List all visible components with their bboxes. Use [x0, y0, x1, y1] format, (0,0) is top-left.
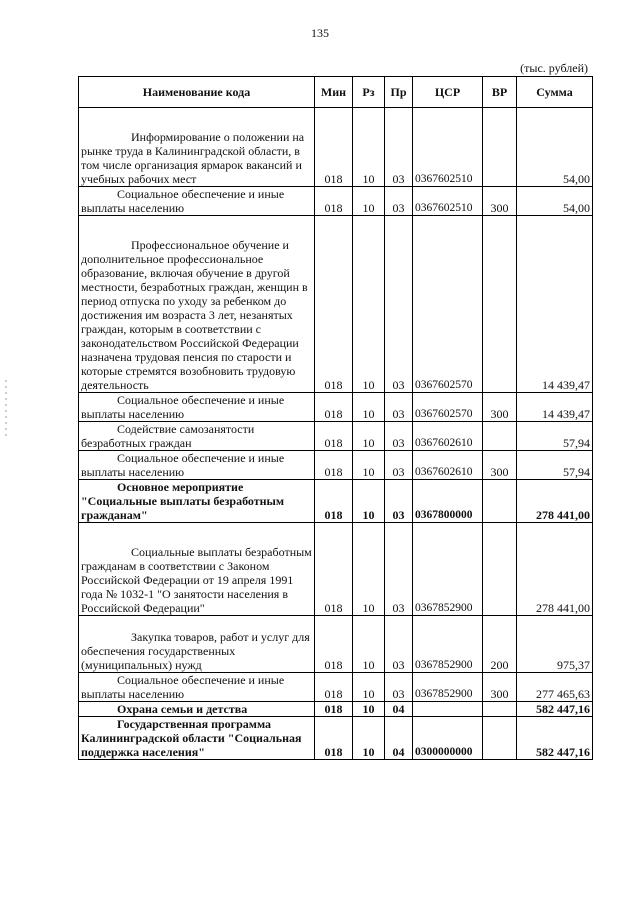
row-vr: 300	[483, 187, 517, 216]
row-pr: 04	[385, 717, 413, 760]
header-csr: ЦСР	[413, 77, 483, 108]
table-row	[79, 480, 593, 523]
row-rz: 10	[353, 480, 385, 523]
row-min: 018	[315, 523, 353, 616]
row-rz: 10	[353, 523, 385, 616]
row-min: 018	[315, 616, 353, 673]
table-row	[79, 422, 593, 451]
row-name: Закупка товаров, работ и услуг для обеспечения государственных (муниципальных) нужд	[81, 630, 310, 672]
header-min: Мин	[315, 77, 353, 108]
row-name: Государственная программа Калининградской области "Социальная поддержка населения"	[81, 717, 302, 759]
table-row	[79, 108, 593, 187]
row-pr: 03	[385, 393, 413, 422]
row-min: 018	[315, 702, 353, 717]
row-pr: 03	[385, 422, 413, 451]
page-number: 135	[311, 26, 329, 40]
row-rz: 10	[353, 108, 385, 187]
row-pr: 03	[385, 480, 413, 523]
row-sum: 975,37	[517, 616, 593, 673]
row-rz: 10	[353, 451, 385, 480]
row-vr: 200	[483, 616, 517, 673]
row-pr: 03	[385, 673, 413, 702]
row-sum: 57,94	[517, 422, 593, 451]
row-csr	[413, 702, 483, 717]
row-vr	[483, 480, 517, 523]
table-row	[79, 702, 593, 717]
table-header-row	[79, 77, 593, 108]
row-vr: 300	[483, 451, 517, 480]
row-csr: 0367602610	[413, 451, 483, 480]
row-min: 018	[315, 451, 353, 480]
row-sum: 57,94	[517, 451, 593, 480]
table-row	[79, 451, 593, 480]
table-row	[79, 523, 593, 616]
table-row	[79, 393, 593, 422]
row-name: Охрана семьи и детства	[117, 702, 248, 716]
row-sum: 582 447,16	[517, 702, 593, 717]
header-sum: Сумма	[517, 77, 593, 108]
table-row	[79, 616, 593, 673]
row-vr	[483, 108, 517, 187]
row-vr	[483, 422, 517, 451]
row-sum: 277 465,63	[517, 673, 593, 702]
row-sum: 14 439,47	[517, 393, 593, 422]
row-sum: 14 439,47	[517, 216, 593, 393]
header-vr: ВР	[483, 77, 517, 108]
row-vr: 300	[483, 393, 517, 422]
row-csr: 0367852900	[413, 673, 483, 702]
row-min: 018	[315, 480, 353, 523]
table-row	[79, 673, 593, 702]
row-min: 018	[315, 108, 353, 187]
row-name: Социальное обеспечение и иные выплаты населению	[81, 187, 285, 215]
row-vr: 300	[483, 673, 517, 702]
row-pr: 03	[385, 187, 413, 216]
budget-table	[78, 76, 593, 760]
row-pr: 04	[385, 702, 413, 717]
header-name: Наименование кода	[79, 77, 315, 108]
row-name: Социальное обеспечение и иные выплаты населению	[81, 673, 285, 701]
row-sum: 54,00	[517, 108, 593, 187]
row-sum: 54,00	[517, 187, 593, 216]
row-csr: 0367602610	[413, 422, 483, 451]
row-sum: 582 447,16	[517, 717, 593, 760]
row-min: 018	[315, 393, 353, 422]
row-csr: 0367602510	[413, 187, 483, 216]
row-csr: 0367852900	[413, 616, 483, 673]
row-rz: 10	[353, 187, 385, 216]
row-rz: 10	[353, 673, 385, 702]
row-vr	[483, 216, 517, 393]
row-csr: 0367800000	[413, 480, 483, 523]
header-rz: Рз	[353, 77, 385, 108]
row-name: Профессиональное обучение и дополнительное профессиональное образование, включая обучение в другой местности, безработных граждан, женщин в период отпуска по уходу за ребенком до достижения им возраста 3 лет, незанятых граждан, которым в соответствии с законодательством Российской Федерации назначена трудовая пенсия по старости и которые стремятся возобновить трудовую деятельность	[81, 238, 308, 392]
row-name: Содействие самозанятости безработных граждан	[81, 422, 255, 450]
row-vr	[483, 523, 517, 616]
row-min: 018	[315, 187, 353, 216]
table-row	[79, 717, 593, 760]
row-rz: 10	[353, 393, 385, 422]
row-csr: 0367852900	[413, 523, 483, 616]
row-rz: 10	[353, 422, 385, 451]
row-rz: 10	[353, 702, 385, 717]
row-rz: 10	[353, 216, 385, 393]
row-name: Социальные выплаты безработным гражданам в соответствии с Законом Российской Федерации от 19 апреля 1991 года № 1032-1 "О занятости населения в Российской Федерации"	[81, 545, 312, 615]
row-sum: 278 441,00	[517, 480, 593, 523]
row-name: Социальное обеспечение и иные выплаты населению	[81, 393, 285, 421]
row-csr: 0300000000	[413, 717, 483, 760]
row-pr: 03	[385, 108, 413, 187]
row-min: 018	[315, 673, 353, 702]
row-sum: 278 441,00	[517, 523, 593, 616]
row-vr	[483, 702, 517, 717]
row-pr: 03	[385, 451, 413, 480]
row-pr: 03	[385, 616, 413, 673]
row-csr: 0367602570	[413, 393, 483, 422]
row-name: Информирование о положении на рынке труда в Калининградской области, в том числе организация ярмарок вакансий и учебных рабочих мест	[81, 130, 305, 186]
table-row	[79, 187, 593, 216]
row-min: 018	[315, 422, 353, 451]
row-min: 018	[315, 717, 353, 760]
row-csr: 0367602570	[413, 216, 483, 393]
table-row	[79, 216, 593, 393]
row-rz: 10	[353, 616, 385, 673]
row-pr: 03	[385, 523, 413, 616]
row-min: 018	[315, 216, 353, 393]
margin-scan-marks	[5, 380, 7, 440]
row-vr	[483, 717, 517, 760]
row-pr: 03	[385, 216, 413, 393]
row-rz: 10	[353, 717, 385, 760]
units-label: (тыс. рублей)	[520, 61, 588, 75]
row-csr: 0367602510	[413, 108, 483, 187]
row-name: Основное мероприятие "Социальные выплаты безработным гражданам"	[81, 480, 285, 522]
row-name: Социальное обеспечение и иные выплаты населению	[81, 451, 285, 479]
header-pr: Пр	[385, 77, 413, 108]
